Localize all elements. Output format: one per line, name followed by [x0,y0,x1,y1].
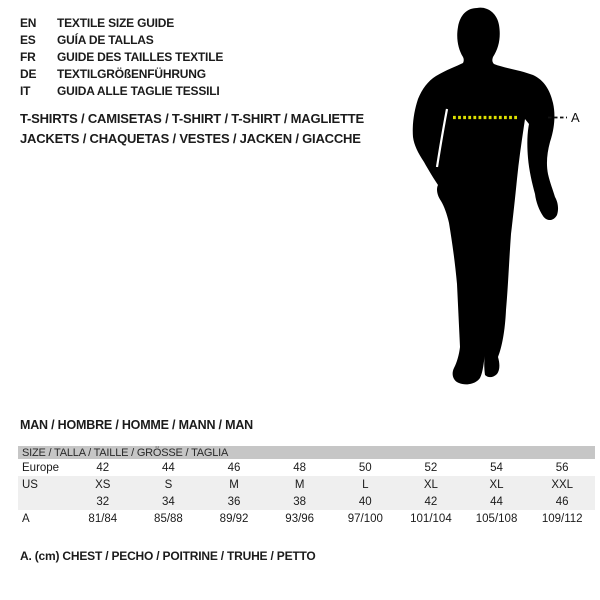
language-code: IT [20,83,31,98]
measure-label-a: A [571,110,580,125]
left-arm-separation-line [437,109,447,167]
language-row [20,14,223,31]
size-cell: 97/100 [347,512,383,525]
language-code: EN [20,15,37,30]
size-cell: 44 [162,461,175,474]
size-cell: XS [95,478,111,491]
size-cell: 38 [293,495,307,508]
row-label: A [22,512,30,525]
language-row [20,82,223,99]
size-cell: M [229,478,239,491]
language-guide-list [20,14,223,99]
size-table-header: SIZE / TALLA / TAILLE / GRÖSSE / TAGLIA [18,446,595,459]
size-cell: 46 [227,461,241,474]
size-cell: 89/92 [219,512,249,525]
language-row [20,65,223,82]
size-row-europe [18,459,595,476]
size-cell: XXL [551,478,574,491]
size-cell: XL [489,478,504,491]
size-cell: 32 [96,495,110,508]
size-cell: 50 [358,461,372,474]
size-cell: M [294,478,305,491]
language-row [20,31,223,48]
size-cell: 54 [490,461,503,474]
language-label: GUIDE DES TAILLES TEXTILE [57,49,224,64]
language-code: FR [20,49,36,64]
size-cell: 36 [227,495,241,508]
language-label: TEXTILGRÖßENFÜHRUNG [57,66,206,81]
size-cell: 42 [424,495,438,508]
size-row-us [18,476,595,493]
row-label: Europe [22,461,60,474]
language-code: ES [20,32,36,47]
row-label: US [22,478,38,491]
size-cell: 93/96 [285,512,315,525]
size-cell: 34 [162,495,175,508]
language-label: TEXTILE SIZE GUIDE [57,15,175,30]
size-cell: 56 [555,461,569,474]
size-cell: 40 [358,495,372,508]
size-cell: 46 [555,495,569,508]
size-cell: XL [423,478,438,491]
section-title-man: MAN / HOMBRE / HOMME / MANN / MAN [20,418,253,432]
size-row-chest-a [18,510,595,527]
size-cell: 101/104 [410,512,452,525]
category-line-jackets: JACKETS / CHAQUETAS / VESTES / JACKEN / GIACCHE [20,131,361,146]
size-cell: 81/84 [88,512,118,525]
man-silhouette-icon [413,8,558,385]
size-cell: 109/112 [541,512,583,525]
size-cell: 42 [96,461,110,474]
size-cell: 105/108 [475,512,518,525]
language-label: GUÍA DE TALLAS [57,32,154,47]
size-cell: 48 [293,461,307,474]
size-cell: 52 [424,461,438,474]
language-code: DE [20,66,37,81]
language-label: GUIDA ALLE TAGLIE TESSILI [57,83,220,98]
garment-categories [20,109,364,149]
size-cell: S [164,478,173,491]
size-table [18,446,595,527]
size-row-intl [18,493,595,510]
size-cell: 85/88 [154,512,183,525]
size-cell: 44 [490,495,503,508]
language-row [20,48,223,65]
category-line-tshirts: T-SHIRTS / CAMISETAS / T-SHIRT / T-SHIRT / MAGLIETTE [20,111,364,126]
size-cell: L [362,478,369,491]
measure-footnote: A. (cm) CHEST / PECHO / POITRINE / TRUHE / PETTO [20,549,316,563]
